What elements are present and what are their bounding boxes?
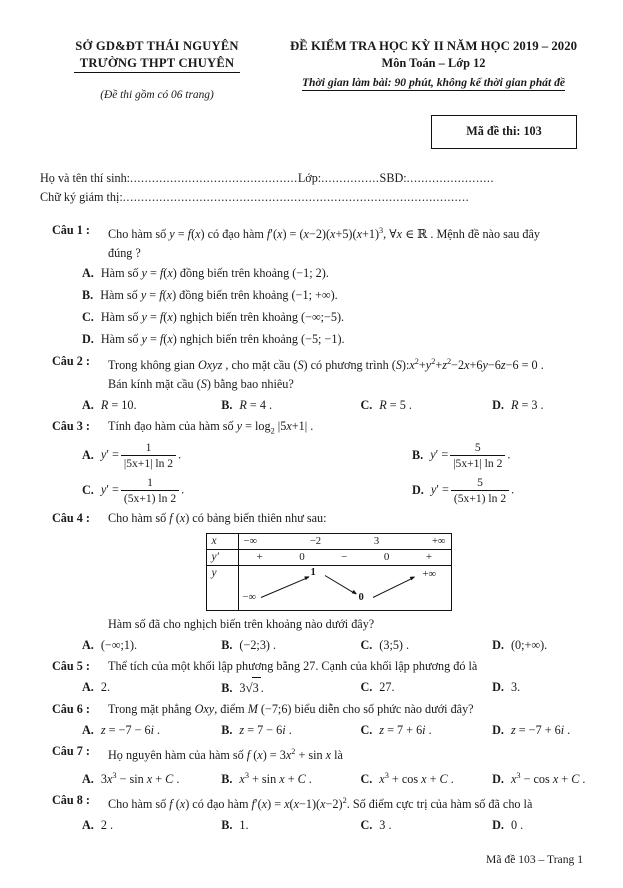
department-name: SỞ GD&ĐT THÁI NGUYÊN [75, 39, 239, 53]
answer-key: B. [221, 817, 233, 832]
invigilator-signature-line [40, 188, 603, 207]
answer-option-c[interactable] [360, 766, 492, 789]
answer-text: 1. [239, 817, 249, 832]
answer-text: y′ = $\frac{1}{(5x+1) \ln 2}$ . [100, 475, 185, 505]
answer-option-a[interactable] [82, 263, 605, 284]
answer-key: C. [360, 398, 373, 413]
answer-text: Hàm số y = f(x) nghịch biến trên khoảng (−∞;−5). [100, 310, 345, 325]
sign-value: − [341, 551, 348, 563]
answer-option-a[interactable] [82, 815, 221, 835]
arrow-down-2 [372, 576, 414, 597]
question-5 [52, 657, 605, 698]
variation-y-cells [238, 565, 451, 610]
answer-key: C. [82, 482, 94, 497]
answer-key: B. [221, 771, 233, 786]
answer-text: $3x^3 - \sin x + C$ . [100, 770, 180, 786]
answer-option-b[interactable] [221, 677, 360, 698]
question-1 [52, 221, 605, 350]
question-7-answers [82, 766, 605, 789]
answer-key: A. [82, 771, 94, 786]
answer-option-c[interactable] [82, 307, 605, 328]
answer-key: A. [82, 266, 94, 281]
answer-key: A. [82, 817, 94, 832]
arrow-up-1 [260, 576, 308, 597]
question-8-label: Câu 8 : [52, 792, 90, 807]
question-2-label: Câu 2 : [52, 354, 90, 369]
sign-value: 0 [383, 551, 390, 563]
answer-option-d[interactable] [82, 329, 605, 350]
answer-option-b[interactable] [221, 395, 360, 415]
x-value: 3 [373, 535, 380, 547]
answer-text: (−2;3) . [239, 637, 277, 652]
question-3 [52, 417, 605, 504]
question-1-text-cont: đúng ? [108, 246, 141, 261]
question-5-label: Câu 5 : [52, 658, 90, 673]
answer-option-a[interactable] [82, 720, 221, 740]
variation-curve-area [239, 566, 451, 610]
sign-value: + [256, 551, 264, 563]
answer-key: C. [360, 771, 373, 786]
answer-option-b[interactable] [221, 815, 360, 835]
candidate-name-field[interactable]: .............................................. [130, 171, 298, 185]
candidate-class-label: Lớp: [297, 171, 322, 185]
answer-key: D. [492, 771, 504, 786]
answer-option-a[interactable] [82, 635, 221, 655]
fraction-denominator: (5x+1) ln 2 [121, 490, 179, 505]
x-value: −∞ [243, 535, 258, 547]
question-2-text: Trong không gian Oxyz , cho mặt cầu (S) có phương trình $(S):x^2+y^2+z^2-2x+6y-6z-6 = 0$ . [108, 357, 544, 373]
page-header [0, 0, 623, 101]
answer-key: D. [82, 332, 94, 347]
question-3-answers [82, 441, 605, 505]
answer-text: 27. [379, 679, 395, 694]
question-6 [52, 700, 605, 740]
answer-text: R = 5 . [379, 398, 412, 413]
fraction-denominator: (5x+1) ln 2 [451, 490, 509, 505]
answer-key: C. [360, 817, 373, 832]
answer-key: A. [82, 398, 94, 413]
answer-option-b[interactable] [221, 766, 360, 789]
answer-key: B. [221, 680, 233, 695]
candidate-name-line [40, 169, 603, 188]
question-1-answers [82, 263, 605, 350]
question-5-answers [82, 677, 605, 698]
answer-text: Hàm số y = f(x) nghịch biến trên khoảng (−5; −1). [100, 332, 345, 347]
question-6-answers [82, 720, 605, 740]
question-8-answers [82, 815, 605, 835]
page-footer: Mã đề 103 – Trang 1 [486, 853, 583, 866]
variation-row-x [206, 533, 451, 549]
answer-text: R = 3 . [510, 398, 544, 413]
variation-x-cells [238, 533, 451, 549]
candidate-sbd-label: SBD: [379, 171, 407, 185]
variation-row-label-y: y [206, 565, 238, 610]
answer-key: D. [492, 637, 504, 652]
answer-key: A. [82, 447, 94, 462]
answer-text: y′ = $\frac{5}{|5x+1| \ln 2}$ . [430, 440, 511, 470]
y-value-end: +∞ [422, 568, 437, 580]
exam-code-row [0, 115, 623, 149]
answer-key: B. [221, 722, 233, 737]
answer-text: 2 . [100, 817, 114, 832]
answer-key: B. [221, 398, 233, 413]
answer-option-b[interactable] [221, 635, 360, 655]
answer-key: D. [492, 679, 504, 694]
question-4 [52, 509, 605, 655]
school-name: TRƯỜNG THPT CHUYÊN [74, 55, 241, 73]
answer-text: $x^3 + \sin x + C$ . [239, 770, 312, 786]
variation-table-wrapper [52, 533, 605, 611]
question-4-answers [82, 635, 605, 655]
fraction-denominator: |5x+1| ln 2 [450, 455, 505, 470]
fraction-denominator: |5x+1| ln 2 [121, 455, 176, 470]
answer-key: B. [82, 288, 94, 303]
answer-text: (−∞;1). [100, 637, 138, 652]
exam-subject: Môn Toán – Lớp 12 [381, 56, 486, 70]
question-8 [52, 791, 605, 835]
answer-key: C. [360, 637, 373, 652]
answer-text: 2. [100, 679, 110, 694]
answer-key: C. [360, 679, 373, 694]
answer-text: R = 10. [100, 398, 137, 413]
exam-code-box: Mã đề thi: 103 [431, 115, 577, 149]
answer-text: (0;+∞). [510, 637, 548, 652]
exam-title-block [262, 38, 599, 91]
school-block [52, 38, 262, 101]
answer-text: Hàm số y = f(x) đồng biến trên khoảng (−1; +∞). [100, 288, 338, 303]
answer-key: D. [492, 722, 504, 737]
variation-row-yprime [206, 549, 451, 565]
answer-option-c[interactable] [360, 677, 492, 698]
answer-text: R = 4 . [239, 398, 273, 413]
x-value: −2 [309, 535, 322, 547]
answer-key: B. [221, 637, 233, 652]
question-8-text: Cho hàm số f (x) có đạo hàm $f'(x) = x(x-1)(x-2)^2$. Số điểm cực trị của hàm số đã cho là [108, 795, 533, 811]
answer-option-d[interactable] [492, 395, 605, 415]
answer-text: (3;5) . [379, 637, 410, 652]
answer-key: A. [82, 637, 94, 652]
answer-key: D. [492, 817, 504, 832]
y-value-start: −∞ [242, 591, 257, 603]
answer-option-b[interactable] [221, 720, 360, 740]
answer-text: 0 . [510, 817, 524, 832]
answer-text: y′ = $\frac{5}{(5x+1) \ln 2}$ . [430, 475, 515, 505]
question-4-label: Câu 4 : [52, 510, 90, 525]
answer-option-b[interactable] [412, 441, 605, 470]
fraction-numerator: 1 [145, 440, 152, 454]
answer-text: z = 7 − 6i . [239, 722, 292, 737]
answer-text: 3√3 . [239, 677, 263, 698]
questions-list [0, 207, 623, 835]
sign-value: 0 [299, 551, 306, 563]
answer-key: C. [82, 310, 94, 325]
answer-text: z = −7 − 6i . [100, 722, 161, 737]
y-value-max: 1 [310, 566, 316, 578]
answer-key: B. [412, 447, 424, 462]
y-value-min: 0 [358, 591, 364, 603]
answer-option-c[interactable] [360, 635, 492, 655]
invigilator-signature-label: Chữ ký giám thị: [40, 190, 123, 204]
candidate-sbd-field[interactable]: ........................ [406, 171, 495, 185]
exam-duration: Thời gian làm bài: 90 phút, không kể thời gian phát đề [301, 76, 566, 89]
question-3-text: Tính đạo hàm của hàm số $y = \log_2 |5x+1|$ . [108, 419, 314, 436]
answer-option-b[interactable] [82, 285, 605, 306]
question-7 [52, 742, 605, 789]
answer-key: A. [82, 679, 94, 694]
answer-key: D. [412, 482, 424, 497]
variation-yprime-cells [238, 549, 451, 565]
question-7-label: Câu 7 : [52, 743, 90, 758]
question-2-text-cont: Bán kính mặt cầu (S) bằng bao nhiêu? [108, 377, 294, 392]
fraction-numerator: 5 [474, 440, 481, 454]
answer-text: 3. [510, 679, 521, 694]
answer-text: z = 7 + 6i . [379, 722, 432, 737]
exam-title: ĐỀ KIỂM TRA HỌC KỲ II NĂM HỌC 2019 – 2020 [290, 39, 577, 53]
answer-option-d[interactable] [492, 720, 605, 740]
question-4-text: Cho hàm số f (x) có bảng biến thiên như sau: [108, 510, 327, 525]
answer-option-a[interactable] [82, 441, 412, 470]
answer-option-c[interactable] [360, 395, 492, 415]
answer-text: $x^3 + \cos x + C$ . [379, 770, 454, 786]
answer-option-d[interactable] [492, 635, 605, 655]
answer-option-d[interactable] [412, 476, 605, 505]
answer-text: 3 . [379, 817, 392, 832]
question-2 [52, 352, 605, 415]
answer-key: C. [360, 722, 373, 737]
pages-note: (Đề thi gồm có 06 trang) [100, 89, 214, 101]
question-1-text: Cho hàm số y = f(x) có đạo hàm $f'(x) = (x-2)(x+5)(x+1)^3$, ∀x ∈ ℝ . Mệnh đề nào sau đây [108, 226, 541, 242]
variation-row-y [206, 565, 451, 610]
answer-option-d[interactable] [492, 766, 605, 789]
answer-option-a[interactable] [82, 395, 221, 415]
answer-text: Hàm số y = f(x) đồng biến trên khoảng (−1; 2). [100, 266, 329, 281]
answer-text: $x^3 - \cos x + C$ . [510, 770, 586, 786]
variation-row-label-x: x [206, 533, 238, 549]
answer-option-d[interactable] [492, 815, 605, 835]
question-6-text: Trong mặt phẳng Oxy, điểm M (−7;6) biểu diễn cho số phức nào dưới đây? [108, 701, 474, 716]
answer-key: A. [82, 722, 94, 737]
variation-row-label-yprime: y′ [206, 549, 238, 565]
question-2-answers [82, 395, 605, 415]
question-4-text-cont: Hàm số đã cho nghịch biến trên khoảng nào dưới đây? [108, 616, 375, 631]
sign-value: + [425, 551, 433, 563]
answer-text: z = −7 + 6i . [510, 722, 571, 737]
question-1-label: Câu 1 : [52, 223, 90, 237]
candidate-class-field[interactable]: ................ [321, 171, 380, 185]
answer-text: y′ = $\frac{1}{|5x+1| \ln 2}$ . [100, 440, 182, 470]
variation-table [206, 533, 452, 611]
answer-option-c[interactable] [82, 476, 412, 505]
answer-option-a[interactable] [82, 677, 221, 698]
x-value: +∞ [431, 535, 446, 547]
arrow-down-1 [324, 575, 355, 594]
answer-option-c[interactable] [360, 815, 492, 835]
answer-option-a[interactable] [82, 766, 221, 789]
invigilator-signature-field[interactable]: ............................................................................................... [122, 190, 470, 204]
question-7-text: Họ nguyên hàm của hàm số f $(x) = 3x^2 + \sin x$ là [108, 746, 343, 762]
answer-option-c[interactable] [360, 720, 492, 740]
fraction-numerator: 5 [477, 475, 483, 489]
question-6-label: Câu 6 : [52, 701, 90, 716]
question-5-text: Thể tích của một khối lập phương bằng 27. Cạnh của khối lập phương đó là [108, 658, 478, 673]
answer-option-d[interactable] [492, 677, 605, 698]
answer-key: D. [492, 398, 504, 413]
candidate-name-label: Họ và tên thí sinh: [40, 171, 131, 185]
question-3-label: Câu 3 : [52, 419, 90, 434]
fraction-numerator: 1 [147, 475, 153, 489]
candidate-info [0, 149, 623, 207]
